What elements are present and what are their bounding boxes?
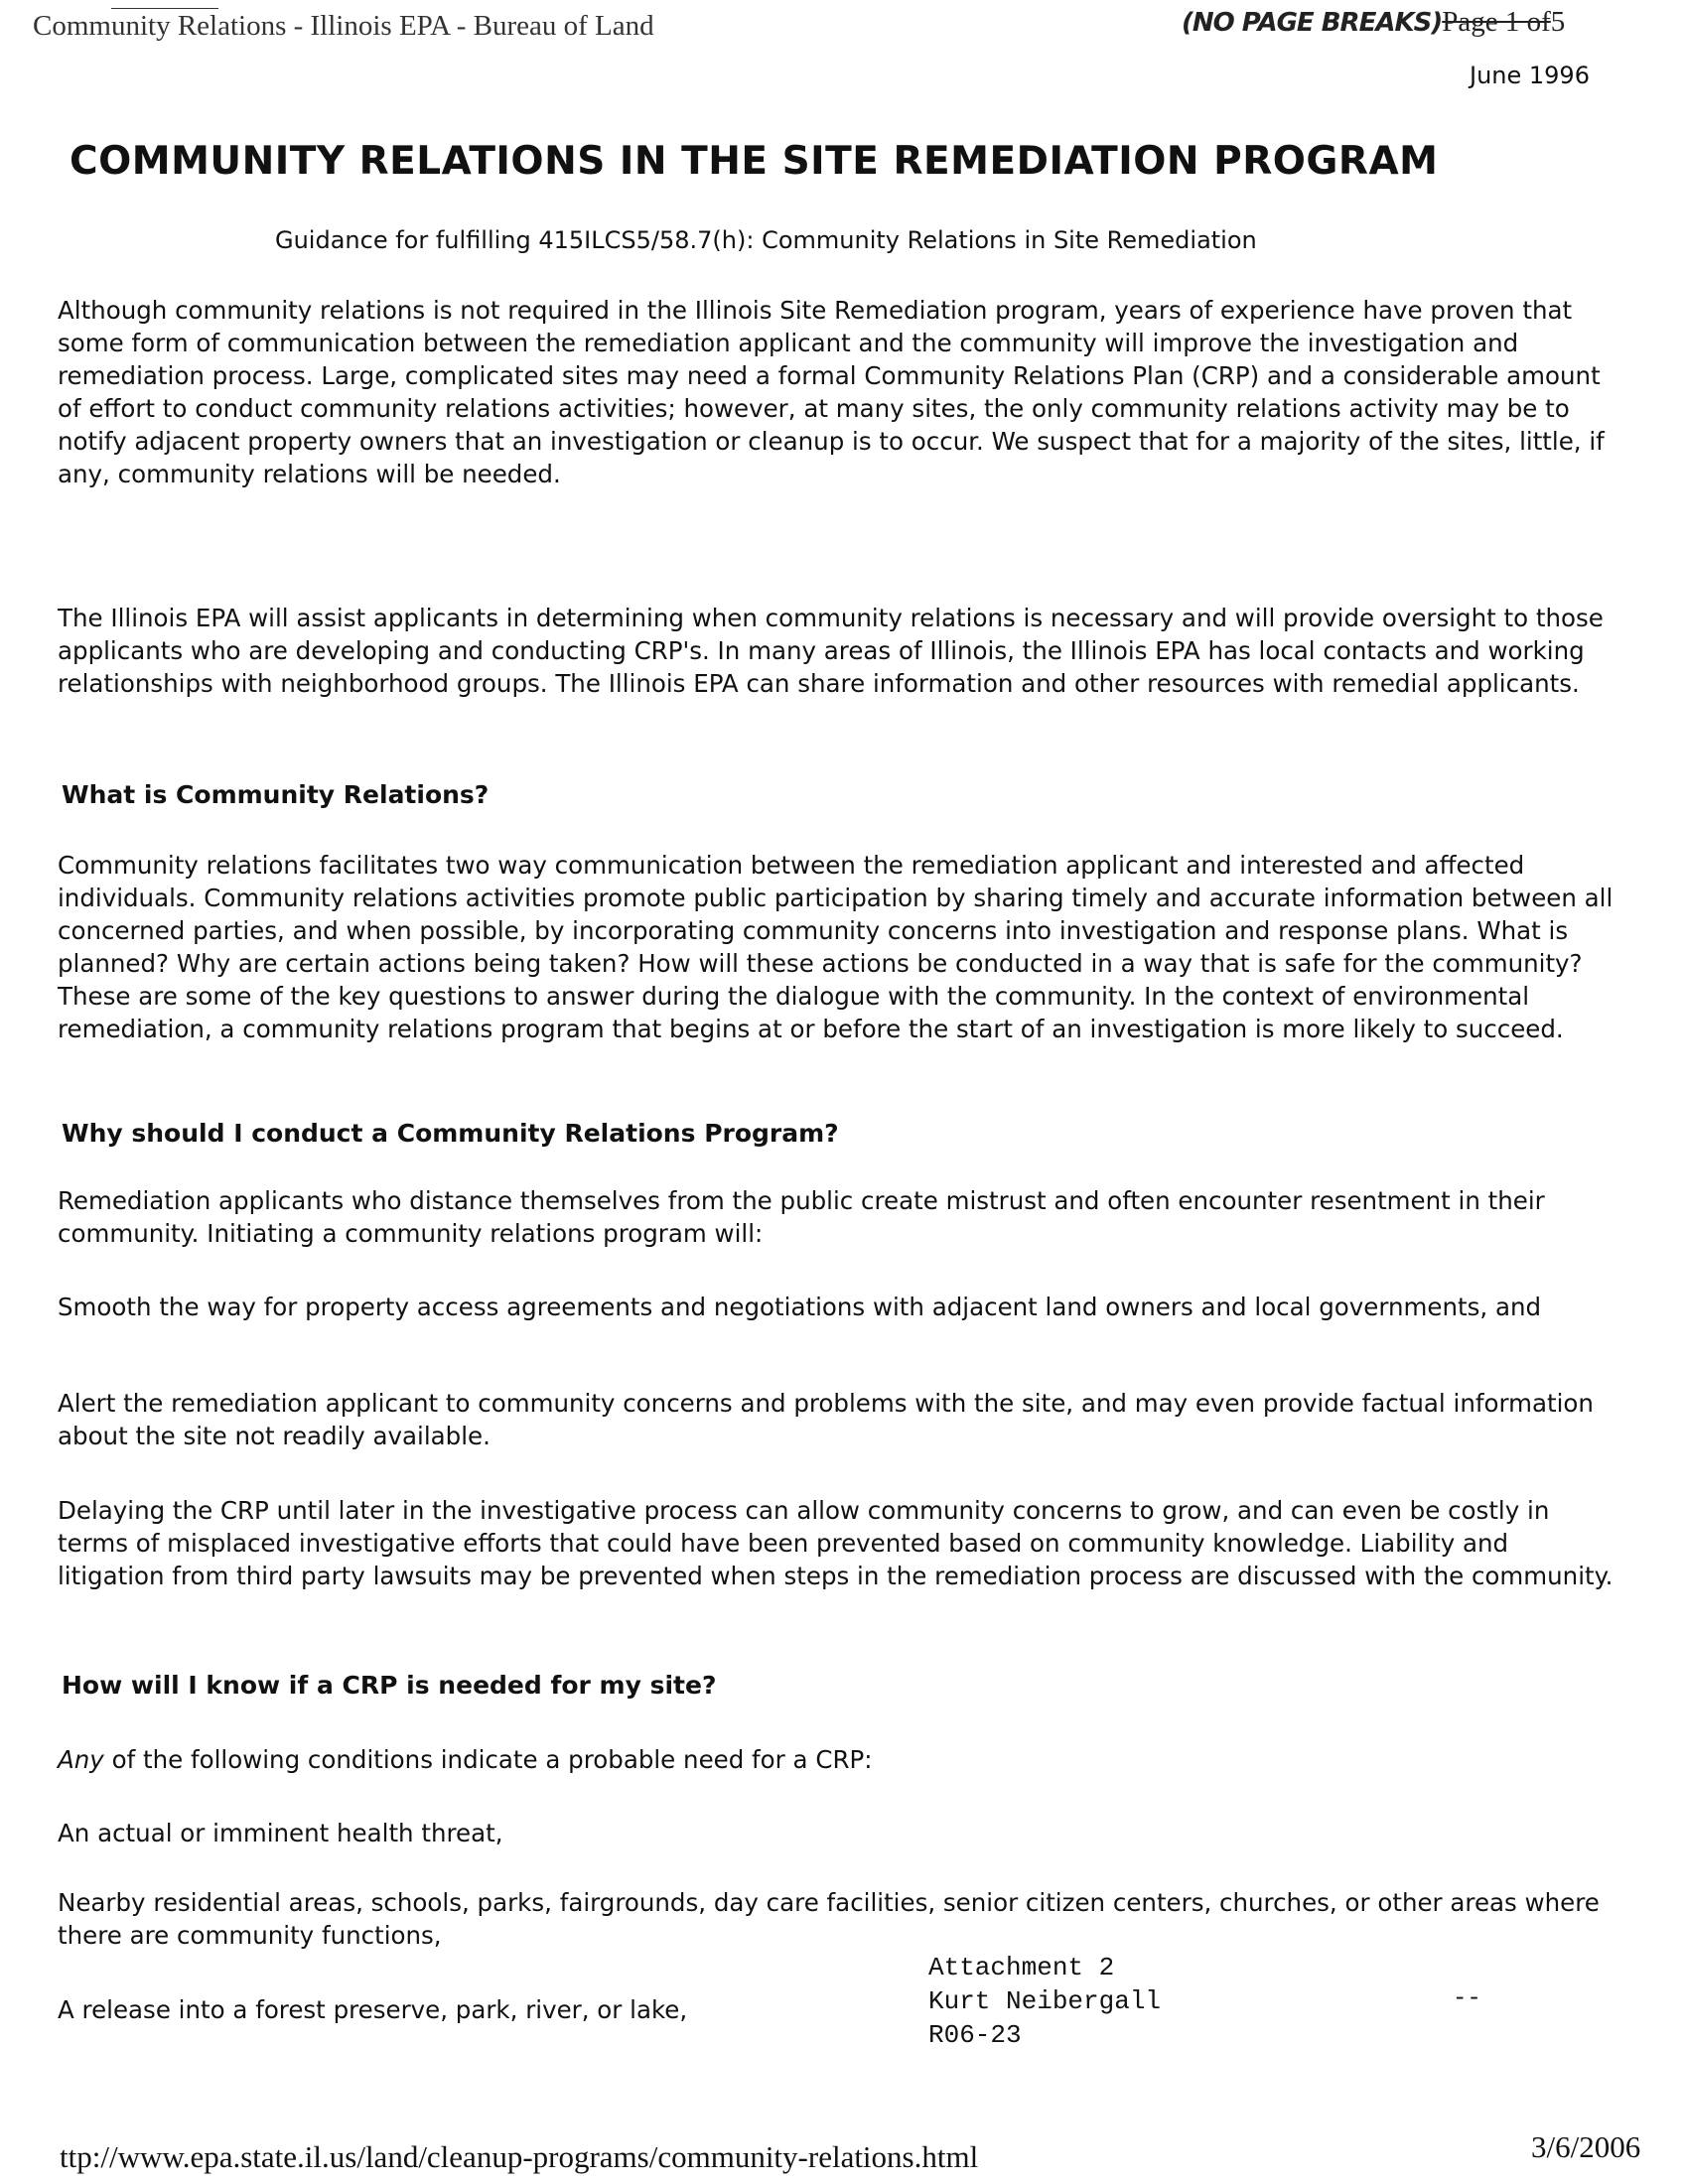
heading-how: How will I know if a CRP is needed for my site? <box>62 1671 717 1700</box>
page-total: 5 <box>1550 6 1566 38</box>
smooth-item: Smooth the way for property access agreements and negotiations with adjacent land owners and local governments, and <box>58 1293 1542 1321</box>
what-paragraph: Community relations facilitates two way communication between the remediation applicant and interested and affected individuals. Community relations activities promote public participation by sharing timely and accurate information between all concerned parties, and when possible, by incorporating community concerns into investigation and response plans. What is planned? Why are certain actions being taken? How will these actions be conducted in a way that is safe for the community? These are some of the key questions to answer during the dialogue with the community. In the context of environmental remediation, a community relations program that begins at or before the start of an investigation is more likely to succeed. <box>58 851 1614 1043</box>
delay-paragraph: Delaying the CRP until later in the investigative process can allow community concerns to grow, and can even be costly in terms of misplaced investigative efforts that could have been prevented based on community knowledge. Liability and litigation from third party lawsuits may be prevented when steps in the remediation process are discussed with the community. <box>58 1496 1614 1590</box>
header-source: Community Relations - Illinois EPA - Bureau of Land <box>33 10 654 42</box>
heading-why: Why should I conduct a Community Relations Program? <box>62 1119 839 1148</box>
attachment-number: Attachment 2 <box>928 1953 1115 1982</box>
attachment-label <box>928 1951 1161 2052</box>
why-paragraph: Remediation applicants who distance themselves from the public create mistrust and often encounter resentment in their community. Initiating a community relations program will: <box>58 1186 1545 1248</box>
any-emphasis: Any <box>58 1745 104 1774</box>
any-paragraph <box>58 1743 1618 1776</box>
nearby-item: Nearby residential areas, schools, parks, fairgrounds, day care facilities, senior citizen centers, churches, or other areas where there are community functions, <box>58 1888 1600 1950</box>
footer-url: ttp://www.epa.state.il.us/land/cleanup-programs/community-relations.html <box>60 2139 979 2174</box>
any-rest: of the following conditions indicate a probable need for a CRP: <box>103 1745 873 1774</box>
assist-paragraph: The Illinois EPA will assist applicants in determining when community relations is necessary and will provide oversight to those applicants who are developing and conducting CRP's. In many areas of Illinois, the Illinois EPA has local contacts and working relationships with neighborhood groups. The Illinois EPA can share information and other resources with remedial applicants. <box>58 604 1604 698</box>
header-overline <box>111 8 218 9</box>
attachment-ref: R06-23 <box>928 2020 1022 2050</box>
release-item: A release into a forest preserve, park, river, or lake, <box>58 1995 688 2024</box>
heading-what: What is Community Relations? <box>62 780 490 809</box>
attachment-name: Kurt Neibergall <box>928 1986 1162 2016</box>
document-date: June 1996 <box>1470 62 1590 89</box>
page-subtitle: Guidance for fulfilling 415ILCS5/58.7(h): Community Relations in Site Remediation <box>275 226 1257 254</box>
header-page-info <box>1182 4 1565 39</box>
health-item: An actual or imminent health threat, <box>58 1819 503 1847</box>
handwritten-note: (NO PAGE BREAKS) <box>1182 8 1443 38</box>
margin-dash: -- <box>1453 1985 1481 2012</box>
alert-item: Alert the remediation applicant to community concerns and problems with the site, and may even provide factual information about the site not readily available. <box>58 1389 1594 1450</box>
footer-date: 3/6/2006 <box>1531 2129 1641 2164</box>
intro-paragraph: Although community relations is not required in the Illinois Site Remediation program, years of experience have proven that some form of communication between the remediation applicant and the community will improve the investigation and remediation process. Large, complicated sites may need a formal Community Relations Plan (CRP) and a considerable amount of effort to conduct community relations activities; however, at many sites, the only community relations activity may be to notify adjacent property owners that an investigation or cleanup is to occur. We suspect that for a majority of the sites, little, if any, community relations will be needed. <box>58 296 1605 488</box>
page-number-struck: Page 1 of <box>1442 6 1551 38</box>
page-title: COMMUNITY RELATIONS IN THE SITE REMEDIATION PROGRAM <box>70 139 1439 184</box>
